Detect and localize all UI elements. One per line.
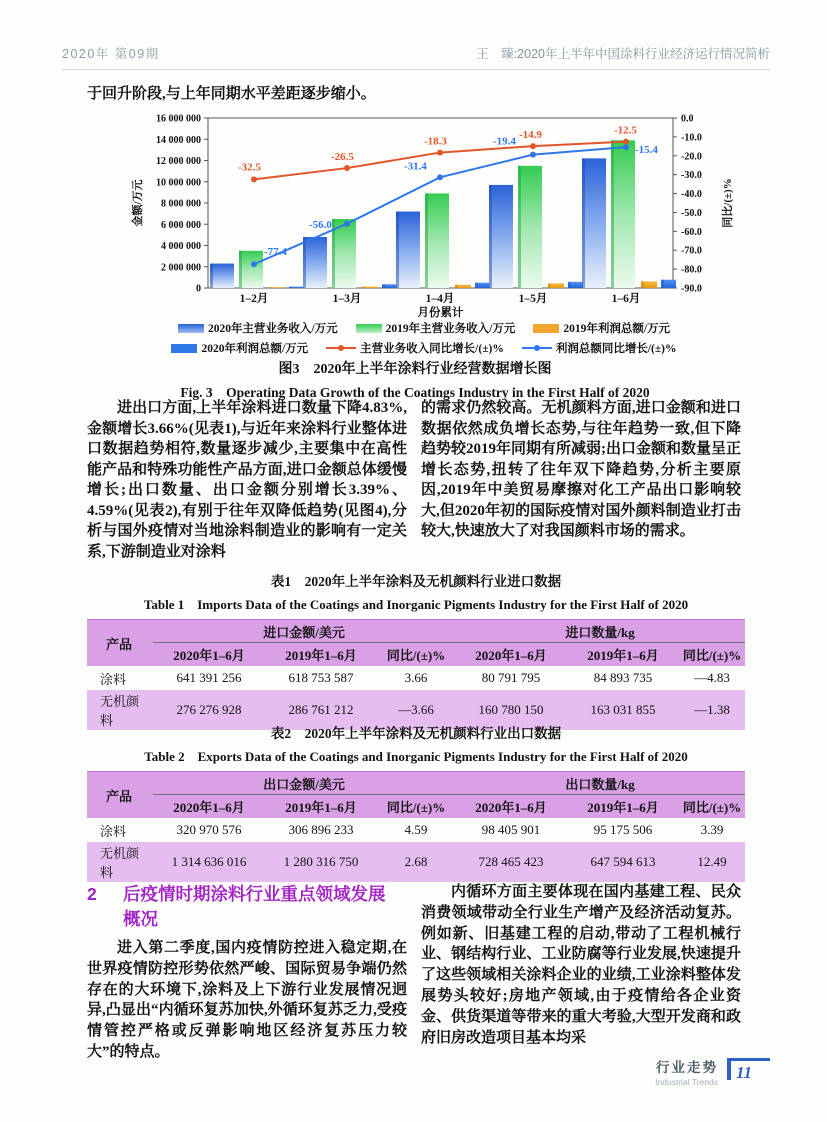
table1-row1-product: 无机颜料 [87, 690, 153, 730]
point-label: -19.4 [493, 135, 516, 148]
table2-subcol: 同比/(±)% [377, 795, 455, 819]
table1-subcol: 2019年1–6月 [567, 643, 679, 667]
section2-heading [87, 882, 399, 932]
table-cell: 618 753 587 [288, 670, 354, 685]
table2-subcol: 同比/(±)% [679, 795, 745, 819]
figure3-caption-cn: 图3 2020年上半年涂料行业经营数据增长图 [278, 362, 552, 377]
point-label: -77.4 [264, 246, 287, 259]
point-label: -31.4 [404, 160, 427, 173]
table-cell: 276 276 928 [153, 690, 265, 730]
table1-subcol: 同比/(±)% [679, 643, 745, 667]
chart-bars [210, 140, 676, 288]
table2-subcol: 2019年1–6月 [567, 795, 679, 819]
table-cell: 84 893 735 [593, 670, 653, 685]
svg-text:-50.0: -50.0 [681, 207, 702, 219]
table1-col-product: 产品 [87, 620, 153, 667]
svg-text:4 000 000: 4 000 000 [161, 241, 201, 252]
point-label: -15.4 [635, 144, 658, 157]
svg-text:金额/万元: 金额/万元 [132, 179, 144, 227]
table-cell: 647 594 613 [567, 842, 679, 882]
table1-group-import-value: 进口金额/美元 [153, 620, 455, 643]
svg-text:-20.0: -20.0 [681, 151, 702, 163]
table-cell: 3.66 [404, 670, 428, 685]
table1 [87, 619, 745, 730]
svg-text:-60.0: -60.0 [681, 226, 702, 238]
legend-label: 2019年主营业务收入/万元 [385, 323, 516, 335]
svg-text:-80.0: -80.0 [681, 264, 702, 276]
chart-legend [104, 320, 744, 360]
point-label: -32.5 [238, 161, 261, 174]
legend-label: 利润总额同比增长/(±)% [555, 343, 677, 355]
svg-text:同比/(±)%: 同比/(±)% [722, 178, 734, 228]
svg-text:10 000 000: 10 000 000 [156, 177, 201, 189]
point-label: -56.0 [309, 218, 332, 231]
table2 [87, 771, 745, 882]
figure3-caption [60, 358, 770, 401]
svg-text:1–5月: 1–5月 [518, 293, 548, 305]
svg-text:-70.0: -70.0 [681, 245, 702, 257]
point-label: -18.3 [424, 135, 447, 148]
legend-item-2019-profit [533, 320, 670, 336]
table1-row0-product: 涂料 [100, 671, 127, 687]
svg-text:2 000 000: 2 000 000 [161, 262, 201, 274]
legend-item-2020-revenue [178, 320, 338, 336]
intro-paragraph: 于回升阶段,与上年同期水平差距逐步缩小。 [87, 86, 376, 102]
table2-row0-product: 涂料 [100, 823, 127, 839]
table-cell: 3.39 [700, 822, 724, 837]
issue-label: 2020年 第09期 [62, 47, 160, 61]
table-cell: 163 031 855 [567, 690, 679, 730]
svg-text:8 000 000: 8 000 000 [161, 198, 201, 210]
svg-text:-30.0: -30.0 [681, 170, 702, 182]
table-cell: 728 465 423 [455, 842, 567, 882]
bar [303, 237, 327, 288]
bar-swatch-2020-profit [171, 344, 197, 353]
svg-text:1–6月: 1–6月 [611, 293, 641, 305]
svg-text:-90.0: -90.0 [681, 283, 702, 295]
page-number-bracket [727, 1058, 770, 1085]
table1-subcol: 2020年1–6月 [153, 643, 265, 667]
table2-subcol: 2019年1–6月 [265, 795, 377, 819]
legend-item-revenue-growth [326, 340, 504, 356]
svg-text:0: 0 [196, 283, 201, 295]
svg-text:-10.0: -10.0 [681, 132, 702, 144]
table2-group-export-value: 出口金额/美元 [153, 772, 455, 795]
table2-block [87, 722, 745, 882]
figure3-chart [128, 110, 752, 322]
bar-swatch-2019-revenue [356, 324, 382, 333]
svg-text:6 000 000: 6 000 000 [161, 219, 201, 231]
point-label: -26.5 [331, 151, 354, 164]
page-number: 11 [736, 1063, 753, 1082]
legend-item-2020-profit [171, 340, 308, 356]
point-label: -12.5 [614, 124, 637, 137]
bar [239, 251, 263, 288]
table2-subcol: 2020年1–6月 [455, 795, 567, 819]
table-cell: 160 780 150 [455, 690, 567, 730]
section2-right-paragraph: 内循环方面主要体现在国内基建工程、民众消费领域带动全行业生产增产及经济活动复苏。例如新、旧基建工程的启动,带动了工程机械行业、钢结构行业、工业防腐等行业发展,快速提升了这些领域相关涂料企业的业绩,工业涂料整体发展势头较好;房地产领域,由于疫情给各企业资金、供货渠道等带来的重大考验,大型开发商和政府旧房改造项目基本均采 [421, 884, 741, 1046]
bar-swatch-2019-profit [533, 324, 559, 333]
legend-row-2 [104, 340, 744, 356]
svg-text:1–2月: 1–2月 [239, 293, 269, 305]
svg-text:12 000 000: 12 000 000 [156, 156, 201, 167]
table1-block [87, 570, 745, 730]
table-cell: 1 314 636 016 [153, 842, 265, 882]
bar [582, 158, 606, 288]
table-cell: —3.66 [377, 690, 455, 730]
table-cell: 306 896 233 [288, 822, 354, 837]
table1-title-en: Table 1 Imports Data of the Coatings and Inorganic Pigments Industry for the First Half of 2020 [143, 597, 689, 612]
legend-label: 主营业务收入同比增长/(±)% [360, 343, 504, 355]
running-header [62, 44, 770, 70]
table1-header [87, 620, 745, 667]
table-cell: 80 791 795 [481, 670, 541, 685]
section2-number: 2 [87, 884, 97, 904]
legend-item-profit-growth [522, 340, 677, 356]
svg-text:14 000 000: 14 000 000 [156, 134, 201, 146]
table-cell: 1 280 316 750 [265, 842, 377, 882]
table2-title-cn: 表2 2020年上半年涂料及无机颜料行业出口数据 [270, 726, 562, 741]
legend-label: 2020年利润总额/万元 [201, 343, 309, 355]
table1-group-import-qty: 进口数量/kg [455, 620, 745, 643]
table1-subcol: 同比/(±)% [377, 643, 455, 667]
table-row [87, 818, 745, 842]
table-cell: 2.68 [377, 842, 455, 882]
table2-header [87, 772, 745, 819]
table2-title-en: Table 2 Exports Data of the Coatings and Inorganic Pigments Industry for the First Half of 2020 [144, 749, 688, 764]
body1-right-column: 的需求仍然较高。无机颜料方面,进口金额和进口数据依然成负增长态势,与往年趋势一致,但下降趋势较2019年同期有所减弱;出口金额和数量呈正增长态势,扭转了往年双下降趋势,分析主要原因,2019年中美贸易摩擦对化工产品出口影响较大,但2020年初的国际疫情对国外颜料制造业打击较大,快速放大了对我国颜料市场的需求。 [421, 400, 741, 539]
point-label: -14.9 [519, 129, 542, 142]
table-cell: 95 175 506 [593, 822, 653, 837]
bar [210, 264, 234, 288]
running-title: 王 臻:2020年上半年中国涂料行业经济运行情况简析 [476, 47, 770, 61]
table2-col-product: 产品 [87, 772, 153, 819]
legend-item-2019-revenue [356, 320, 516, 336]
body-text-block-1 [87, 398, 741, 562]
table-cell: 641 391 256 [176, 670, 242, 685]
table-cell: —1.38 [679, 690, 745, 730]
table-cell: 12.49 [679, 842, 745, 882]
table-row [87, 842, 745, 882]
table-cell: —4.83 [694, 670, 730, 685]
bar-swatch-2020-revenue [178, 324, 204, 333]
table-cell: 320 970 576 [176, 822, 242, 837]
section2-left-paragraph: 进入第二季度,国内疫情防控进入稳定期,在世界疫情防控形势依然严峻、国际贸易争端仍然存在的大环境下,涂料及上下游行业发展情况迥异,凸显出“内循环复苏加快,外循环复苏乏力,受疫情管控严格或反弹影响地区经济复苏压力较大”的特点。 [87, 940, 407, 1060]
legend-label: 2019年利润总额/万元 [563, 323, 671, 335]
table1-title-cn: 表1 2020年上半年涂料及无机颜料行业进口数据 [270, 574, 562, 589]
table2-group-export-qty: 出口数量/kg [455, 772, 745, 795]
svg-text:1–3月: 1–3月 [332, 293, 362, 305]
table-cell: 4.59 [404, 822, 428, 837]
figure3-chart-svg [128, 110, 752, 322]
figure3-caption-en: Fig. 3 Operating Data Growth of the Coatings Industry in the First Half of 2020 [180, 385, 650, 400]
footer-label-cn: 行业走势 [656, 1060, 718, 1075]
page-footer [520, 1056, 770, 1087]
table1-subcol: 2020年1–6月 [455, 643, 567, 667]
table-row [87, 666, 745, 690]
footer-labels [655, 1056, 718, 1087]
bar [396, 212, 420, 289]
bar [611, 140, 635, 288]
footer-label-en: Industrial Trends [655, 1077, 718, 1087]
svg-text:月份累计: 月份累计 [417, 307, 464, 319]
section2-title: 后疫情时期涂料行业重点领域发展概况 [123, 884, 386, 929]
svg-text:-40.0: -40.0 [681, 189, 702, 201]
svg-text:16 000 000: 16 000 000 [156, 113, 201, 125]
svg-text:1–4月: 1–4月 [425, 293, 455, 305]
bar [425, 193, 449, 288]
body1-left-column: 进出口方面,上半年涂料进口数量下降4.83%,金额增长3.66%(见表1),与近年来涂料行业整体进口数据趋势相符,数量逐步减少,主要集中在高性能产品和特殊功能性产品方面,进口金额总体缓慢增长;出口数量、出口金额分别增长3.39%、4.59%(见表2),有别于往年双降低趋势(见图4),分析与国外疫情对当地涂料制造业的影响有一定关系,下游制造业对涂料 [87, 400, 407, 560]
table2-row1-product: 无机颜料 [87, 842, 153, 882]
line-swatch-profit-growth [522, 344, 552, 353]
legend-row-1 [104, 320, 744, 336]
table-cell: 286 761 212 [265, 690, 377, 730]
table2-subcol: 2020年1–6月 [153, 795, 265, 819]
bar [518, 166, 542, 288]
svg-text:0.0: 0.0 [681, 113, 694, 125]
line-swatch-revenue-growth [326, 344, 356, 353]
table-cell: 98 405 901 [481, 822, 541, 837]
legend-label: 2020年主营业务收入/万元 [207, 323, 338, 335]
bar [489, 185, 513, 288]
table1-subcol: 2019年1–6月 [265, 643, 377, 667]
